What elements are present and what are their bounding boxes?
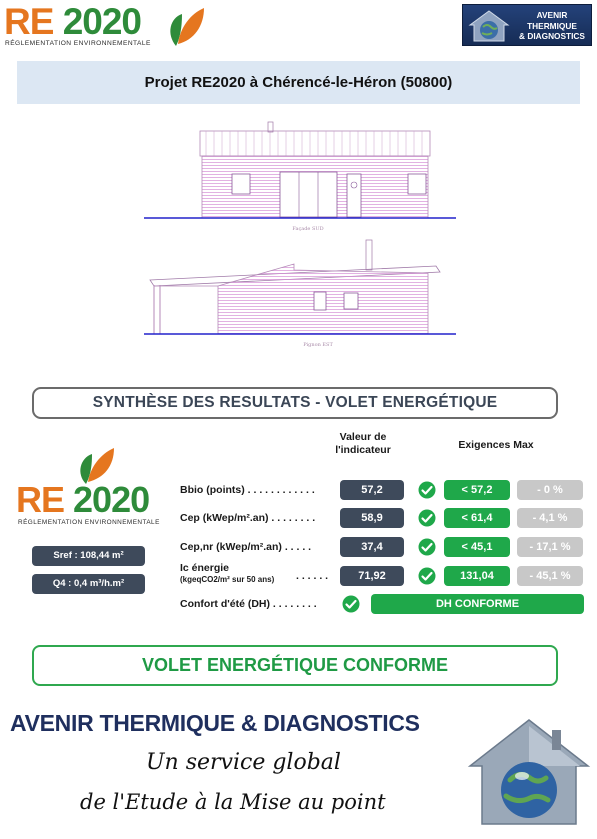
cepnr-gap: - 17,1 % [517, 537, 583, 557]
project-title: Projet RE2020 à Chérencé-le-Héron (50800) [144, 74, 453, 91]
synthesis-title: SYNTHÈSE DES RESULTATS - VOLET ENERGÉTIQUE [92, 394, 498, 411]
cep-gap: - 4,1 % [517, 508, 583, 528]
synthesis-title-box [32, 387, 558, 419]
building-elevations [140, 118, 460, 350]
east-gable-drawing [144, 240, 456, 348]
cep-max: < 61,4 [444, 508, 510, 528]
q4-badge: Q4 : 0,4 m³/h.m² [32, 574, 145, 594]
slogan-line-1: Un service global [146, 750, 341, 775]
badge-text: AVENIR THERMIQUE & DIAGNOSTICS [519, 10, 585, 41]
globe-house-icon [466, 714, 592, 832]
check-circle-icon [418, 567, 436, 585]
ic-energie-value: 71,92 [340, 566, 404, 586]
east-gable-caption: Pignon EST [303, 342, 333, 348]
column-header-max: Exigences Max [458, 439, 534, 451]
check-circle-icon [418, 538, 436, 556]
bbio-label: Bbio (points) . . . . . . . . . . . . [180, 484, 315, 496]
re2020-logo-results [16, 446, 168, 530]
company-name: AVENIR THERMIQUE & DIAGNOSTICS [10, 710, 420, 736]
re2020-wordmark: RE 2020 [4, 1, 141, 42]
column-header-value: Valeur de l'indicateur [335, 431, 391, 456]
leaves-icon [162, 4, 206, 48]
bbio-gap: - 0 % [517, 480, 583, 500]
logo-subtitle: RÉGLEMENTATION ENVIRONNEMENTALE [18, 519, 160, 526]
re2020-wordmark: RE 2020 [16, 479, 150, 520]
bbio-value: 57,2 [340, 480, 404, 500]
comfort-label: Confort d'été (DH) . . . . . . . . [180, 598, 317, 610]
check-circle-icon [342, 595, 360, 613]
ic-energie-label: Ic énergie (kgeqCO2/m² sur 50 ans) [180, 562, 275, 584]
sref-badge: Sref : 108,44 m² [32, 546, 145, 566]
dh-status: DH CONFORME [371, 594, 584, 614]
company-badge [462, 4, 592, 46]
cep-value: 58,9 [340, 508, 404, 528]
ic-energie-dots: . . . . . . [296, 570, 329, 582]
project-title-box [17, 61, 580, 104]
slogan-line-2: de l'Etude à la Mise au point [80, 790, 386, 814]
cepnr-max: < 45,1 [444, 537, 510, 557]
check-circle-icon [418, 509, 436, 527]
cep-label: Cep (kWep/m².an) . . . . . . . . [180, 512, 316, 524]
ic-energie-max: 131,04 [444, 566, 510, 586]
cepnr-value: 37,4 [340, 537, 404, 557]
south-facade-caption: Façade SUD [292, 226, 324, 232]
south-facade-drawing [144, 122, 456, 232]
bbio-max: < 57,2 [444, 480, 510, 500]
conformity-banner [32, 645, 558, 686]
re2020-logo-header [4, 2, 204, 52]
cepnr-label: Cep,nr (kWep/m².an) . . . . . [180, 541, 312, 553]
ic-energie-gap: - 45,1 % [517, 566, 583, 586]
check-circle-icon [418, 481, 436, 499]
logo-subtitle: RÉGLEMENTATION ENVIRONNEMENTALE [5, 40, 151, 47]
globe-house-icon [468, 9, 510, 43]
conformity-text: VOLET ENERGÉTIQUE CONFORME [141, 655, 449, 675]
